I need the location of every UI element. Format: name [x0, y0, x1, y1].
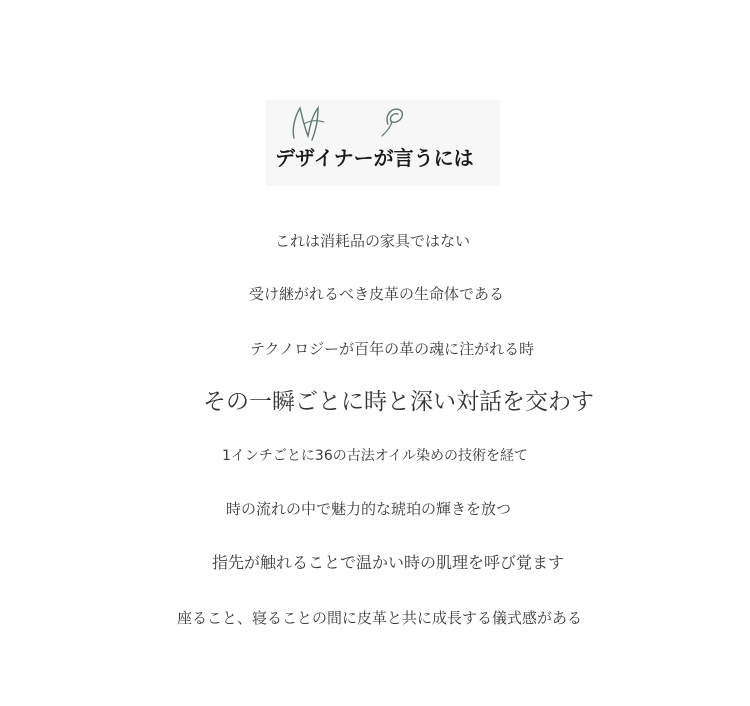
copy-line-5: 1インチごとに36の古法オイル染めの技術を経て — [222, 448, 529, 464]
designer-heading-block — [266, 100, 500, 186]
copy-line-8: 座ること、寝ることの間に皮革と共に成長する儀式感がある — [177, 609, 583, 627]
copy-line-4-emphasis: その一瞬ごとに時と深い対話を交わす — [203, 389, 594, 415]
page-title: デザイナーが言うには — [275, 146, 474, 170]
copy-line-3: テクノロジーが百年の革の魂に注がれる時 — [250, 340, 535, 358]
copy-line-2: 受け継がれるべき皮革の生命体である — [249, 285, 505, 303]
signature-icon — [288, 102, 418, 144]
copy-line-7: 指先が触れることで温かい時の肌理を呼び覚ます — [212, 553, 565, 572]
copy-line-6: 時の流れの中で魅力的な琥珀の輝きを放つ — [226, 500, 512, 518]
copy-line-1: これは消耗品の家具ではない — [275, 232, 471, 250]
